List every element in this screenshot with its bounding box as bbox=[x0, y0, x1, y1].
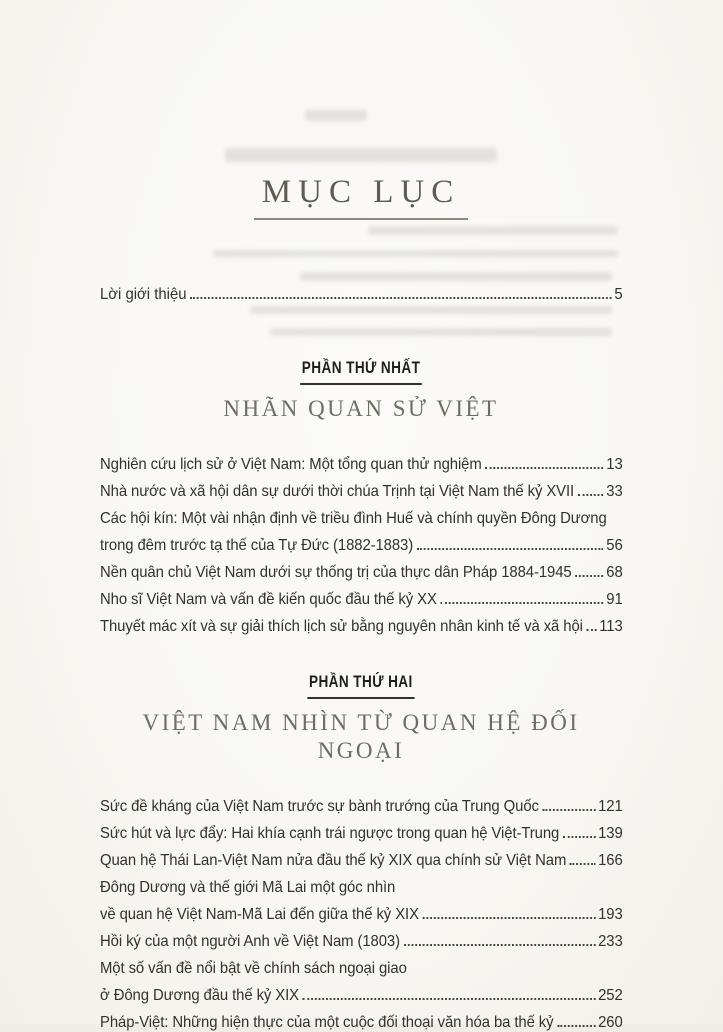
toc-entry-list bbox=[100, 447, 623, 636]
toc-entry-line bbox=[100, 1005, 623, 1032]
section-kicker: PHẦN THỨ NHẤT bbox=[300, 358, 422, 385]
toc-entry-label: Thuyết mác xít và sự giải thích lịch sử bằng nguyên nhân kinh tế và xã hội bbox=[100, 618, 583, 635]
toc-entry bbox=[100, 816, 623, 843]
toc-entry-line bbox=[100, 501, 623, 528]
toc-entry-line bbox=[100, 897, 623, 924]
toc-entry-page-number: 33 bbox=[606, 483, 623, 500]
toc-entry-line bbox=[100, 447, 623, 474]
toc-entry-label: Lời giới thiệu bbox=[100, 286, 187, 303]
toc-entry-page-number: 166 bbox=[598, 852, 623, 869]
dot-leader bbox=[404, 944, 596, 946]
toc-entry-page-number: 252 bbox=[598, 987, 623, 1004]
toc-entry-page-number: 193 bbox=[598, 906, 623, 923]
section-kicker: PHẦN THỨ HAI bbox=[308, 672, 415, 699]
toc-entry bbox=[100, 1005, 623, 1032]
page-title: MỤC LỤC bbox=[254, 176, 468, 220]
dot-leader bbox=[543, 809, 596, 811]
toc-entry bbox=[100, 924, 623, 951]
toc-entry-page-number: 56 bbox=[606, 537, 623, 554]
section-heading: VIỆT NAM NHÌN TỪ QUAN HỆ ĐỐI NGOẠI bbox=[142, 710, 580, 763]
toc-entry-page-number: 5 bbox=[614, 286, 623, 303]
toc-entry bbox=[100, 789, 623, 816]
toc-entry-label: Một số vấn đề nổi bật về chính sách ngoại giao bbox=[100, 960, 407, 977]
toc-entry-line bbox=[100, 582, 623, 609]
section-heading: NHÃN QUAN SỬ VIỆT bbox=[223, 396, 499, 421]
toc-entry-label: Nho sĩ Việt Nam và vấn đề kiến quốc đầu thế kỷ XX bbox=[100, 591, 437, 608]
toc-entry-line bbox=[100, 924, 623, 951]
toc-section bbox=[100, 672, 622, 1032]
toc-entry-label: Đông Dương và thế giới Mã Lai một góc nhìn bbox=[100, 879, 396, 896]
toc-entry bbox=[100, 951, 623, 1005]
dot-leader bbox=[440, 602, 603, 604]
toc-entry-line bbox=[100, 474, 623, 501]
toc-entry-line bbox=[100, 870, 623, 897]
dot-leader bbox=[423, 917, 596, 919]
toc-entry-page-number: 121 bbox=[598, 798, 623, 815]
toc-entry-line bbox=[100, 528, 623, 555]
toc-entry-label: Sức hút và lực đẩy: Hai khía cạnh trái ngược trong quan hệ Việt-Trung bbox=[100, 825, 560, 842]
dot-leader bbox=[303, 998, 596, 1000]
toc-entry-page-number: 260 bbox=[598, 1014, 623, 1031]
toc-entry-label: Hồi ký của một người Anh về Việt Nam (1803) bbox=[100, 933, 400, 950]
toc-section bbox=[100, 358, 622, 636]
toc-entry bbox=[100, 555, 623, 582]
toc-entry-label: Quan hệ Thái Lan-Việt Nam nửa đầu thế kỷ XIX qua chính sử Việt Nam bbox=[100, 852, 567, 869]
section-kicker-wrap bbox=[100, 672, 622, 699]
toc-content bbox=[100, 0, 622, 1032]
toc-entry-page-number: 91 bbox=[606, 591, 623, 608]
toc-entry-line bbox=[100, 609, 623, 636]
title-block bbox=[100, 0, 622, 220]
toc-entry-page-number: 68 bbox=[606, 564, 623, 581]
toc-entry-label: Nghiên cứu lịch sử ở Việt Nam: Một tổng quan thử nghiệm bbox=[100, 456, 482, 473]
toc-entry-label: Sức đề kháng của Việt Nam trước sự bành trướng của Trung Quốc bbox=[100, 798, 539, 815]
toc-entry bbox=[100, 501, 623, 555]
toc-entry-label: về quan hệ Việt Nam-Mã Lai đến giữa thế kỷ XIX bbox=[100, 906, 419, 923]
toc-entry-label: trong đêm trước tạ thế của Tự Đức (1882-1883) bbox=[100, 537, 414, 554]
toc-entry-label: ở Đông Dương đầu thế kỷ XIX bbox=[100, 987, 300, 1004]
toc-entry-line bbox=[100, 555, 623, 582]
toc-entry-page-number: 139 bbox=[598, 825, 623, 842]
toc-entry-label: Các hội kín: Một vài nhận định về triều đình Huế và chính quyền Đông Dương bbox=[100, 510, 607, 527]
section-kicker-wrap bbox=[100, 358, 622, 385]
toc-entry bbox=[100, 843, 623, 870]
toc-entry-page-number: 13 bbox=[606, 456, 623, 473]
toc-entry-line bbox=[100, 789, 623, 816]
dot-leader bbox=[563, 836, 595, 838]
toc-entry-line bbox=[100, 843, 623, 870]
toc-entry-label: Nhà nước và xã hội dân sự dưới thời chúa Trịnh tại Việt Nam thế kỷ XVII bbox=[100, 483, 575, 500]
dot-leader bbox=[570, 863, 595, 865]
dot-leader bbox=[557, 1025, 595, 1027]
toc-entry-line bbox=[100, 816, 623, 843]
toc-entry bbox=[100, 609, 623, 636]
dot-leader bbox=[417, 548, 604, 550]
toc-entry bbox=[100, 474, 623, 501]
dot-leader bbox=[190, 297, 611, 299]
toc-entry-label: Nền quân chủ Việt Nam dưới sự thống trị của thực dân Pháp 1884-1945 bbox=[100, 564, 572, 581]
toc-entry bbox=[100, 582, 623, 609]
dot-leader bbox=[578, 494, 604, 496]
toc-entry bbox=[100, 870, 623, 924]
dot-leader bbox=[485, 467, 603, 469]
toc-entry-line bbox=[100, 978, 623, 1005]
toc-entry-line bbox=[100, 951, 623, 978]
toc-entry-page-number: 233 bbox=[598, 933, 623, 950]
toc-sections bbox=[100, 358, 622, 1032]
toc-entry-page-number: 113 bbox=[599, 618, 623, 635]
toc-entry-list bbox=[100, 789, 623, 1032]
toc-entry-intro bbox=[100, 276, 623, 304]
dot-leader bbox=[575, 575, 603, 577]
dot-leader bbox=[587, 629, 597, 631]
toc-entry-label: Pháp-Việt: Những hiện thực của một cuộc đối thoại văn hóa ba thế kỷ bbox=[100, 1014, 554, 1031]
toc-entry bbox=[100, 447, 623, 474]
